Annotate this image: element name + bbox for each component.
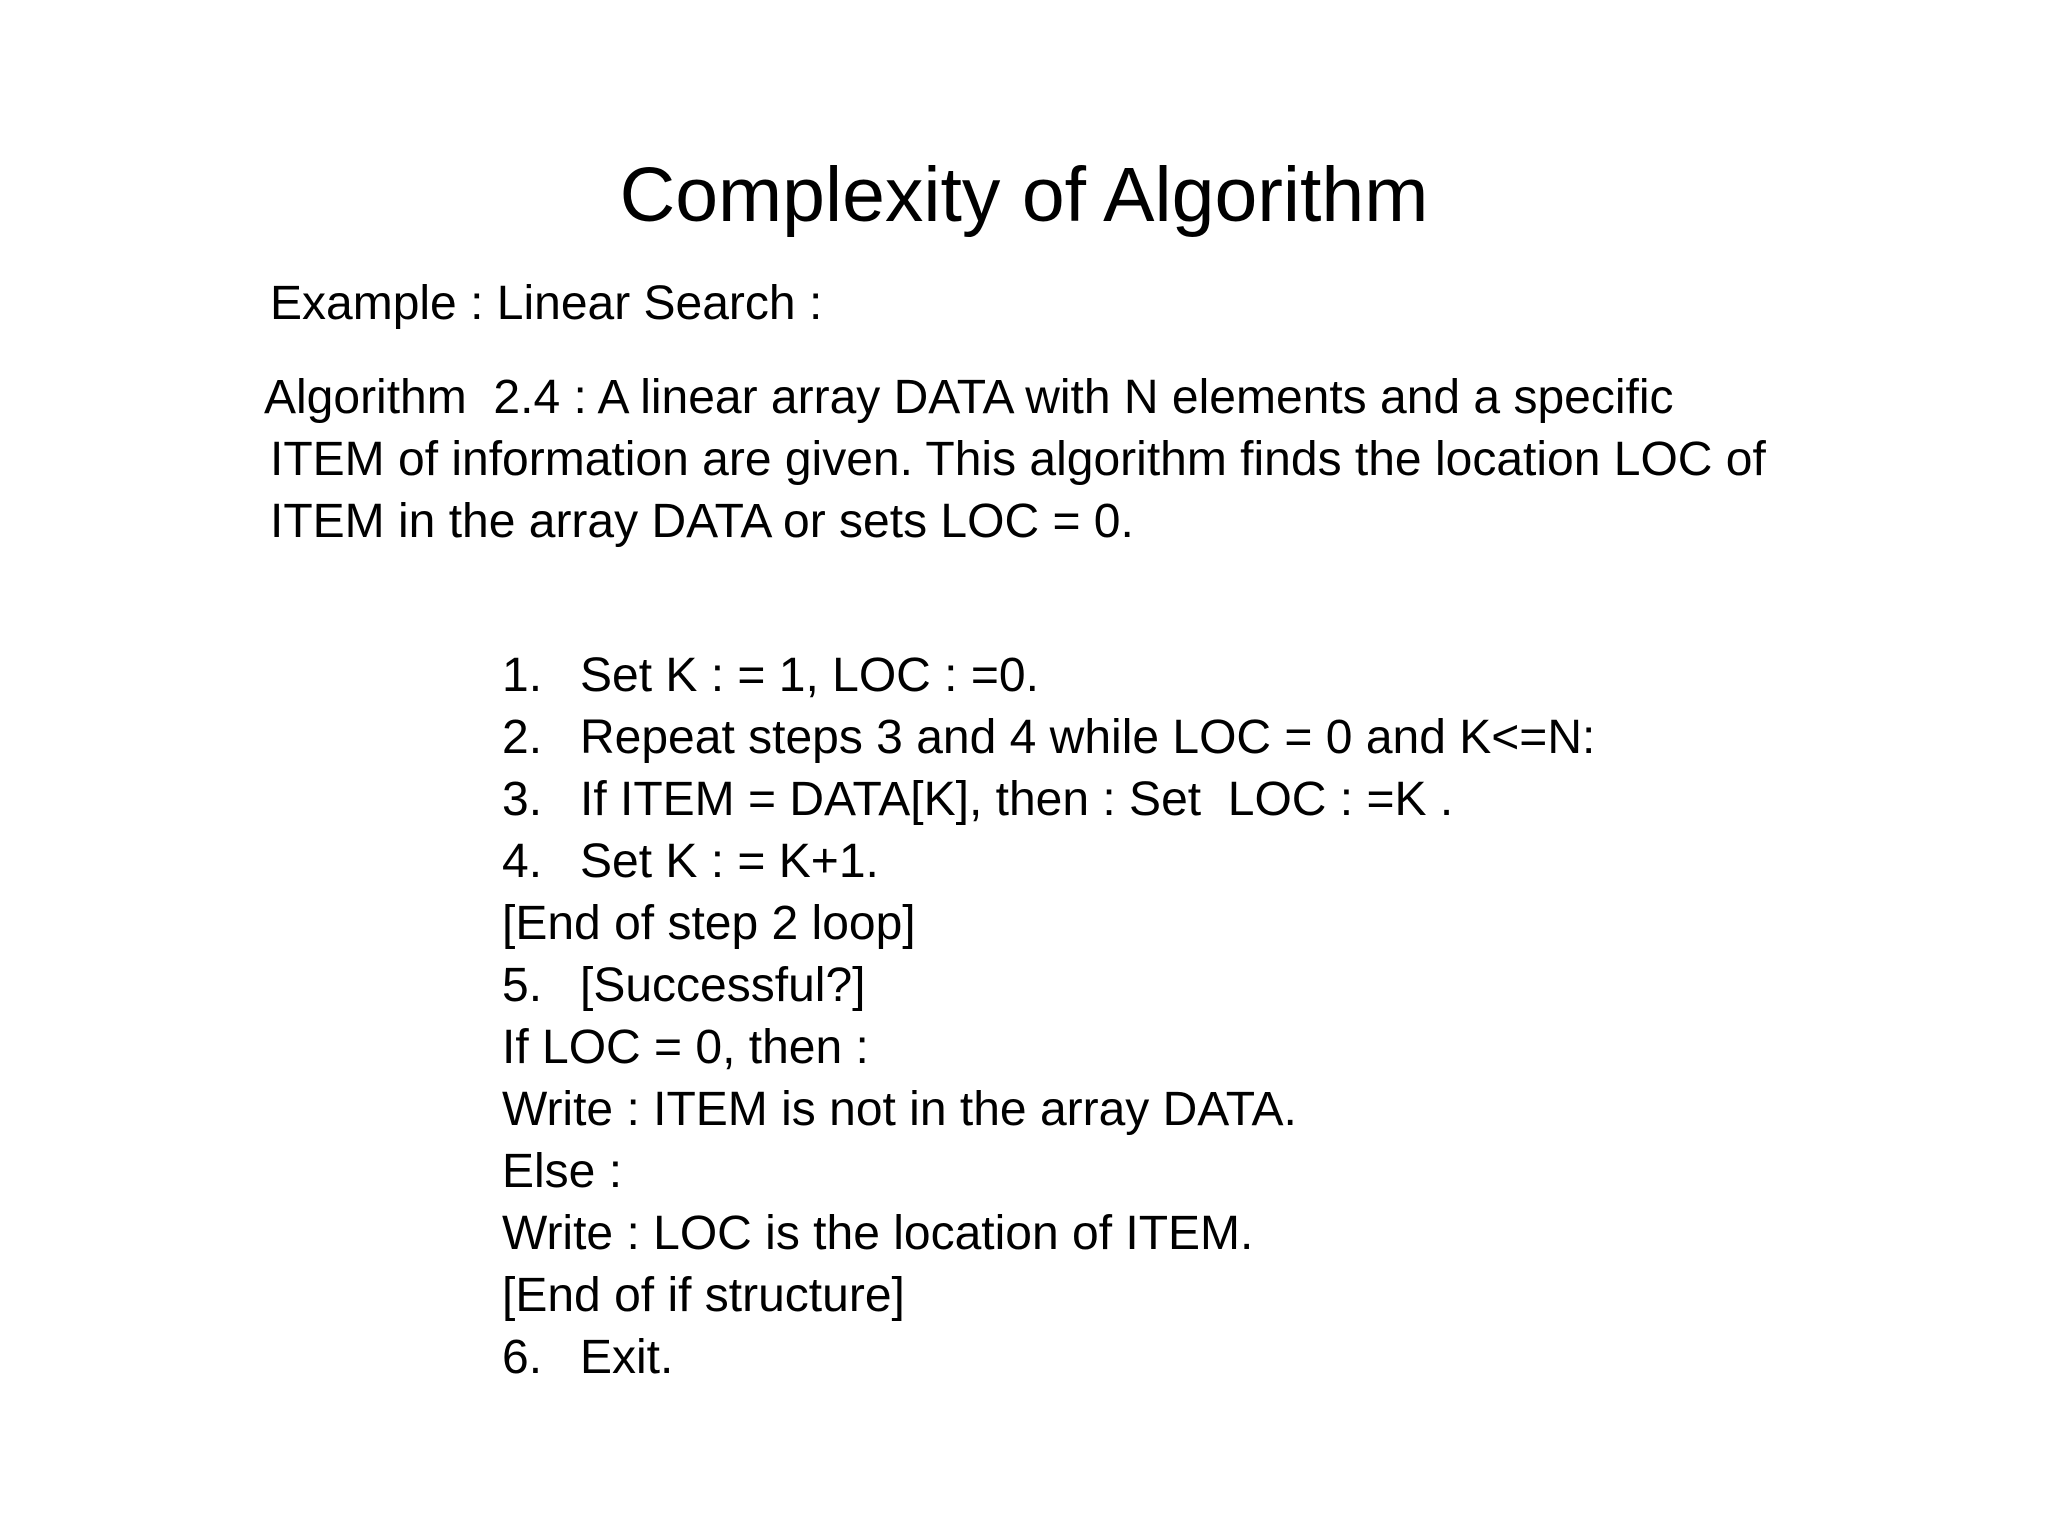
step-number: 4.: [502, 835, 543, 888]
step-line: [502, 955, 1595, 1017]
step-line: [502, 1017, 1595, 1079]
step-text: Exit.: [580, 1331, 674, 1384]
step-text: If LOC = 0, then :: [502, 1021, 869, 1074]
step-text: [End of if structure]: [502, 1269, 905, 1322]
step-line: [502, 1079, 1595, 1141]
step-text: Set K : = K+1.: [580, 835, 879, 888]
step-number: 1.: [502, 649, 543, 702]
algorithm-steps: [502, 645, 1595, 1389]
step-line: [502, 1203, 1595, 1265]
step-line: [502, 831, 1595, 893]
step-text: If ITEM = DATA[K], then : Set LOC : =K .: [580, 773, 1454, 826]
step-line: [502, 1327, 1595, 1389]
step-line: [502, 769, 1595, 831]
algorithm-description: [264, 367, 1904, 553]
step-number: 5.: [502, 959, 543, 1012]
step-line: [502, 1265, 1595, 1327]
step-text: Write : LOC is the location of ITEM.: [502, 1207, 1254, 1260]
step-text: Set K : = 1, LOC : =0.: [580, 649, 1039, 702]
algorithm-line: ITEM of information are given. This algorithm finds the location LOC of: [270, 433, 1766, 486]
step-number: 3.: [502, 773, 543, 826]
step-line: [502, 893, 1595, 955]
step-line: [502, 1141, 1595, 1203]
step-text: [End of step 2 loop]: [502, 897, 916, 950]
step-text: Repeat steps 3 and 4 while LOC = 0 and K<=N:: [580, 711, 1596, 764]
algorithm-line: ITEM in the array DATA or sets LOC = 0.: [270, 495, 1134, 548]
step-number: 2.: [502, 711, 543, 764]
example-heading: Example : Linear Search :: [270, 277, 823, 330]
step-number: 6.: [502, 1331, 543, 1384]
slide-title: Complexity of Algorithm: [619, 152, 1429, 238]
algorithm-line: Algorithm 2.4 : A linear array DATA with N elements and a specific: [264, 371, 1674, 424]
step-line: [502, 707, 1595, 769]
step-text: Write : ITEM is not in the array DATA.: [502, 1083, 1297, 1136]
step-text: Else :: [502, 1145, 623, 1198]
step-line: [502, 645, 1595, 707]
step-text: [Successful?]: [580, 959, 866, 1012]
